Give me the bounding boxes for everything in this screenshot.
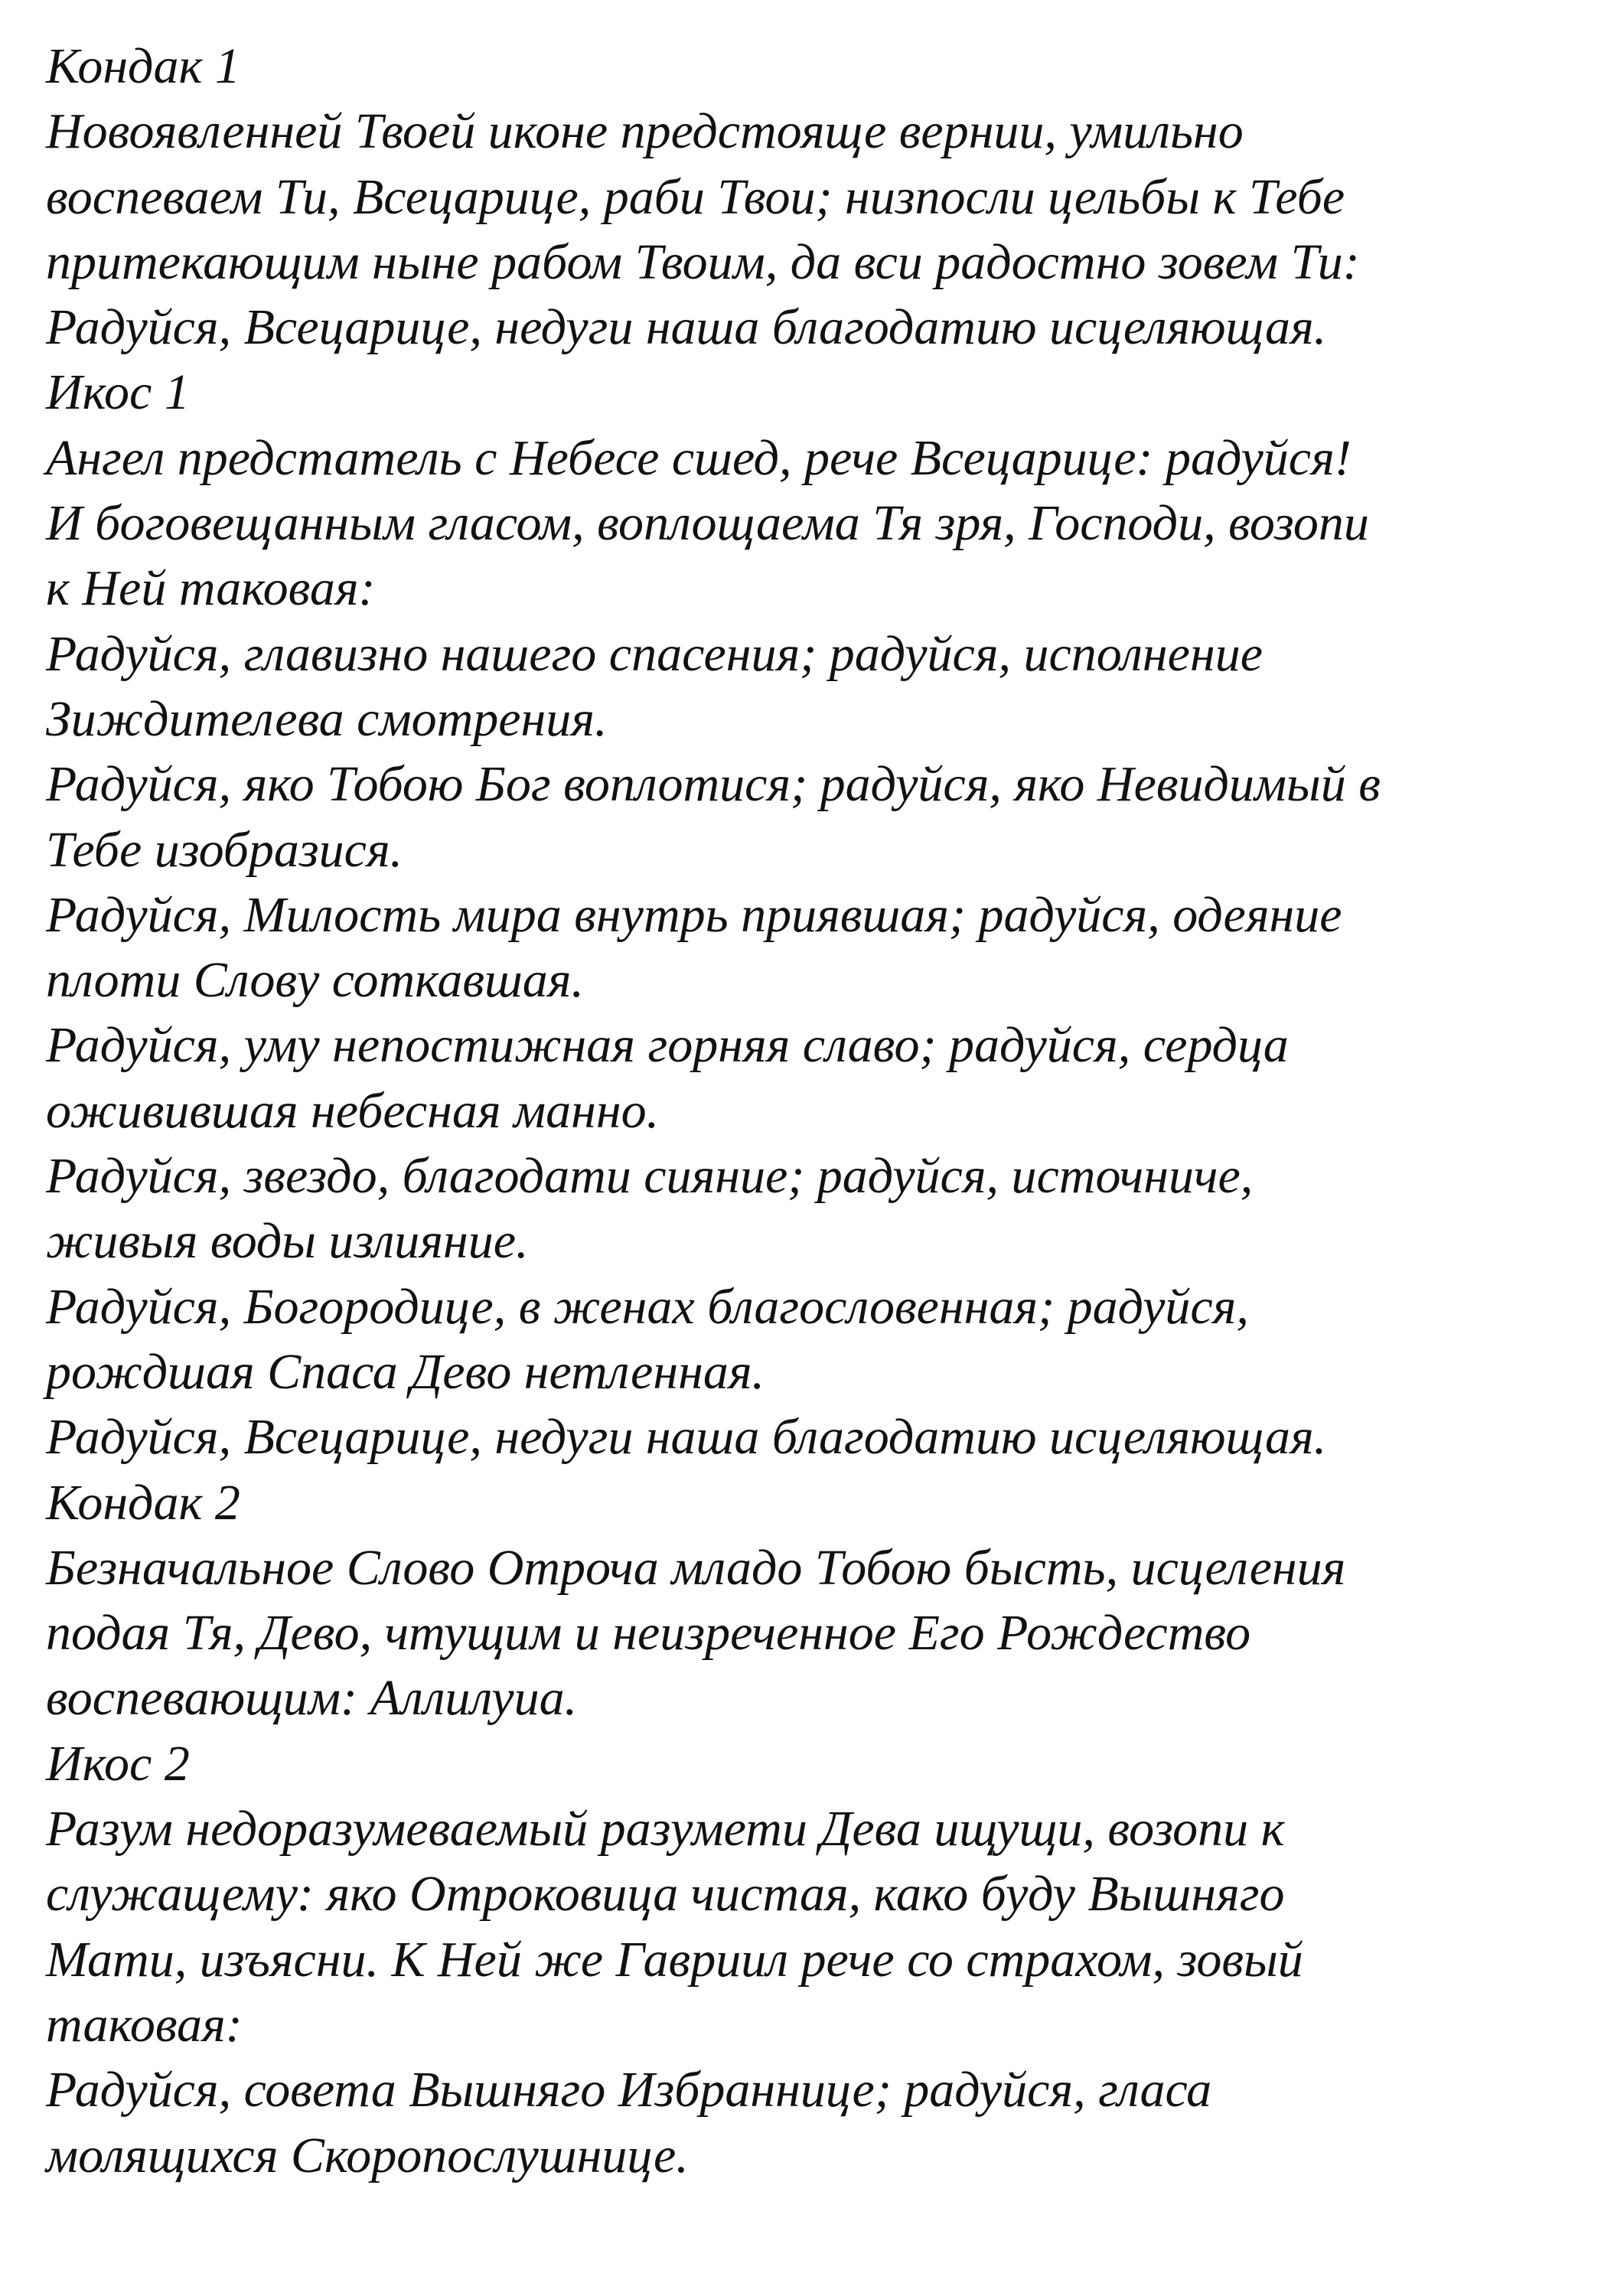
text-line: Зиждителева смотрения. xyxy=(46,690,608,747)
document-body xyxy=(46,34,1592,2188)
text-line: рождшая Спаса Дево нетленная. xyxy=(46,1343,765,1400)
text-line: Разум недоразумеваемый разумети Дева ищущи, возопи к xyxy=(46,1801,1285,1857)
text-line: Тебе изобразися. xyxy=(46,821,403,878)
text-line: Радуйся, яко Тобою Бог воплотися; радуйся, яко Невидимый в xyxy=(46,756,1381,813)
heading-kondak-1: Кондак 1 xyxy=(46,38,240,94)
text-line: воспеваем Ти, Всецарице, раби Твои; низпосли цельбы к Тебе xyxy=(46,168,1345,225)
heading-kondak-2: Кондак 2 xyxy=(46,1474,240,1531)
text-line: живыя воды излияние. xyxy=(46,1213,529,1270)
text-line: Радуйся, Милость мира внутрь приявшая; радуйся, одеяние xyxy=(46,886,1342,943)
text-line: подая Тя, Дево, чтущим и неизреченное Его Рождество xyxy=(46,1605,1251,1662)
text-line: Мати, изъясни. К Ней же Гавриил рече со страхом, зовый xyxy=(46,1931,1303,1988)
text-line: притекающим ныне рабом Твоим, да вси радостно зовем Ти: xyxy=(46,233,1360,290)
heading-ikos-2: Икос 2 xyxy=(46,1735,190,1792)
text-line: оживившая небесная манно. xyxy=(46,1082,660,1139)
text-line: Радуйся, уму непостижная горняя славо; радуйся, сердца xyxy=(46,1017,1289,1074)
text-line: И боговещанным гласом, воплощаема Тя зря, Господи, возопи xyxy=(46,495,1369,552)
text-line: воспевающим: Аллилуиа. xyxy=(46,1670,578,1727)
text-line: Ангел предстатель с Небесе сшед, рече Всецарице: радуйся! xyxy=(46,429,1352,486)
text-line: молящихся Скоропослушнице. xyxy=(46,2127,689,2183)
text-line: к Ней таковая: xyxy=(46,560,376,617)
refrain-line: Радуйся, Всецарице, недуги наша благодатию исцеляющая. xyxy=(46,1409,1327,1466)
text-line: Радуйся, Богородице, в женах благословенная; радуйся, xyxy=(46,1278,1249,1335)
text-line: плоти Слову соткавшая. xyxy=(46,952,584,1009)
text-line: Новоявленней Твоей иконе предстояще вернии, умильно xyxy=(46,103,1244,160)
text-line: таковая: xyxy=(46,1996,243,2053)
heading-ikos-1: Икос 1 xyxy=(46,364,190,421)
refrain-line: Радуйся, Всецарице, недуги наша благодатию исцеляющая. xyxy=(46,299,1327,356)
text-line: Безначальное Слово Отроча младо Тобою бысть, исцеления xyxy=(46,1539,1346,1596)
text-line: служащему: яко Отроковица чистая, како буду Вышняго xyxy=(46,1866,1285,1923)
text-line: Радуйся, совета Вышняго Избраннице; радуйся, гласа xyxy=(46,2062,1212,2118)
text-line: Радуйся, звездо, благодати сияние; радуйся, источниче, xyxy=(46,1148,1254,1205)
text-line: Радуйся, главизно нашего спасения; радуйся, исполнение xyxy=(46,625,1263,682)
